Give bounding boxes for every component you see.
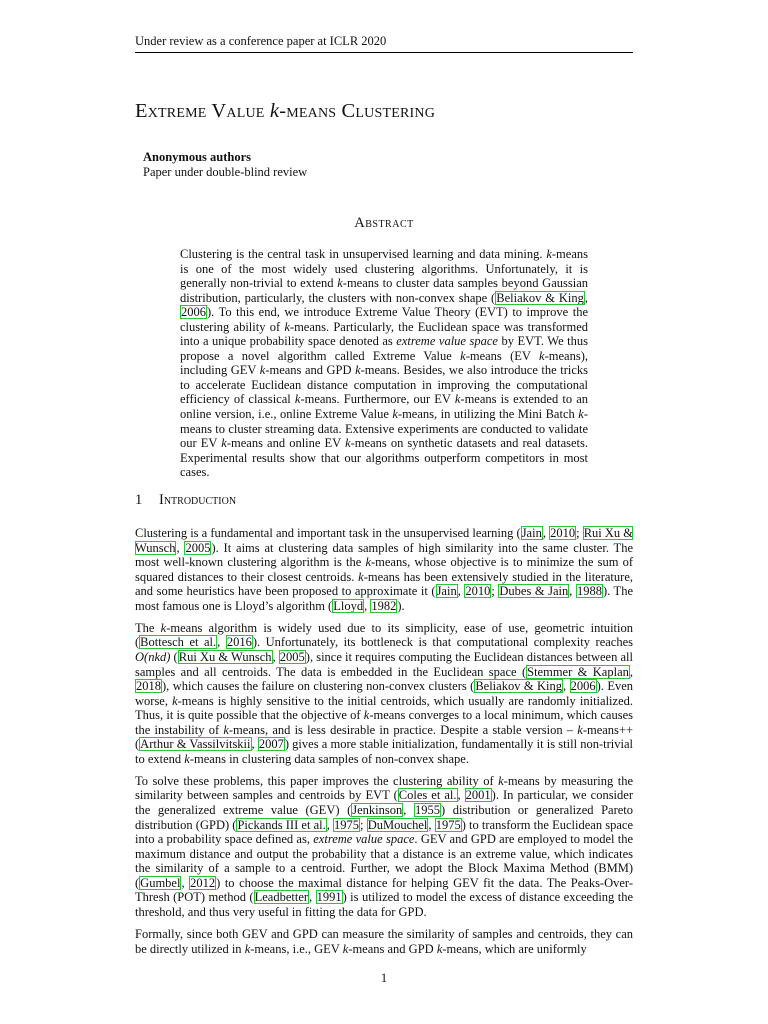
text-run: -means is highly sensitive to the initial centroids, which usually are randomly initialized. Thus, it is quite possible that the objective of (135, 693, 633, 723)
citation-link[interactable]: 2016 (226, 635, 252, 650)
text-run: -means and GPD (265, 363, 356, 378)
paragraph (135, 526, 633, 613)
italic-text: k (577, 722, 583, 737)
italic-text: k (578, 407, 584, 422)
citation-link[interactable]: 1955 (414, 803, 440, 818)
text-run: -means is extended to an online version, i.e., online Extreme Value (180, 392, 588, 422)
text-run: , (326, 817, 334, 832)
text-run: ) gives a more stable initialization, fundamentally it is still non-trivial to extend (135, 737, 633, 766)
italic-text: extreme value space (313, 832, 415, 847)
section-heading (135, 492, 236, 509)
citation-link[interactable]: Stemmer & Kaplan (527, 664, 629, 679)
text-run: -means and online EV (226, 436, 346, 451)
text-run: , (428, 817, 435, 832)
text-run: ; (491, 584, 499, 599)
citation-link[interactable]: Arthur & Vassilvitskii (140, 737, 251, 752)
citation-link[interactable]: 2018 (136, 679, 161, 694)
text-run: , (181, 875, 190, 890)
text-run: -means (EV (465, 348, 540, 363)
text-run: -means, in utilizing the Mini Batch (397, 407, 579, 422)
citation-link[interactable]: DuMouchel (367, 817, 428, 832)
italic-text: k (160, 620, 167, 635)
text-run: , (251, 737, 258, 752)
text-run: ), since it requires computing the Euclidean distances between all samples and all centroids. The data is embedded in the Euclidean space ( (135, 649, 634, 679)
italic-text: k (244, 941, 251, 956)
text-run: -means++ ( (135, 722, 634, 752)
title-part2: -means Clustering (279, 100, 436, 122)
author-block (143, 150, 307, 179)
text-run: , (309, 890, 316, 905)
text-run: , (217, 635, 226, 650)
text-run: , (542, 526, 550, 540)
text-run: . GEV and GPD are employed to model the maximum distance and output the probability that a distance is an extreme value, which indicates the similarity of a sample to a centroid. Further, we adopt the Block Maxima Method (BMM) ( (135, 832, 634, 890)
italic-text: k (365, 555, 371, 570)
text-run: ( (170, 649, 178, 664)
citation-link[interactable]: 1975 (435, 817, 461, 832)
italic-text: k (498, 773, 504, 788)
citation-link[interactable]: 2005 (185, 540, 211, 555)
text-run: Formally, since both GEV and GPD can measure the similarity of samples and centroids, they can be directly utilized in (135, 927, 633, 956)
citation-link[interactable]: Beliakov & King (475, 679, 563, 694)
italic-text: k (546, 247, 552, 261)
citation-link[interactable]: Jenkinson (352, 803, 403, 818)
italic-text: O(nkd) (135, 649, 171, 664)
paragraph (135, 927, 633, 956)
italic-text: k (436, 941, 443, 956)
paper-title (135, 100, 435, 123)
section-title: Introduction (159, 492, 237, 508)
text-run: -means on synthetic datasets and real datasets. Experimental results show that our algorithms outperform competitors in most cases. (180, 436, 588, 480)
text-run: , (403, 803, 414, 818)
text-run: -means and GPD (348, 941, 437, 956)
text-run: -means in clustering data samples of non-convex shape. (189, 751, 469, 766)
page-number: 1 (380, 971, 388, 985)
abstract-body (180, 247, 588, 480)
text-run: -means to cluster streaming data. Extensive experiments are conducted to validate our EV (180, 407, 588, 451)
italic-text: k (363, 708, 370, 723)
text-run: -means), including GEV (180, 348, 588, 378)
introduction-body (135, 526, 633, 964)
text-run: by EVT. We thus propose a novel algorithm called Extreme Value (180, 334, 589, 363)
citation-link[interactable]: Rui Xu & Wunsch (178, 649, 272, 664)
text-run: , (457, 584, 465, 599)
text-run: , (364, 598, 371, 613)
citation-link[interactable]: 1975 (334, 817, 360, 832)
text-run: -means algorithm is widely used due to its simplicity, ease of use, geometric intuition ( (135, 620, 633, 650)
italic-text: k (355, 363, 361, 378)
text-run: -means, i.e., GEV (250, 941, 343, 956)
citation-link[interactable]: Beliakov & King (496, 290, 584, 305)
text-run: -means to cluster data samples beyond Gaussian distribution, particularly, the clusters with non-convex shape ( (180, 276, 588, 305)
citation-link[interactable]: Gumbel (140, 875, 181, 890)
text-run: -means. Besides, we also introduce the tricks to accelerate Euclidean distance computation in improving the computational efficiency of classical (180, 363, 588, 407)
text-run: -means. Furthermore, our EV (300, 392, 455, 407)
text-run: , (629, 664, 633, 679)
italic-text: k (460, 348, 466, 363)
text-run: ). It aims at clustering data samples of high similarity into the same cluster. The most well-known clustering algorithm is the (135, 540, 633, 570)
abstract-text (180, 247, 588, 480)
text-run: ) to choose the maximal distance for helping GEV fit the data. The Peaks-Over-Thresh (POT) method ( (135, 875, 633, 905)
text-run: , (569, 584, 576, 599)
text-run: ; (576, 526, 583, 540)
citation-link[interactable]: 2001 (465, 788, 491, 803)
citation-link[interactable]: 1988 (576, 584, 602, 599)
text-run: -means by measuring the similarity between samples and centroids by EVT ( (135, 773, 634, 803)
text-run: ). Unfortunately, its bottleneck is that computational complexity reaches (252, 635, 634, 650)
italic-text: k (221, 436, 227, 451)
italic-text: k (259, 363, 266, 378)
paragraph (135, 774, 633, 919)
italic-text: k (223, 722, 229, 737)
text-run: , (584, 290, 588, 305)
text-run: -means, which are uniformly (442, 941, 587, 956)
citation-link[interactable]: Rui Xu & Wunsch (135, 526, 633, 555)
text-run: Clustering is the central task in unsupervised learning and data mining. (180, 247, 547, 261)
citation-link[interactable]: Pickands III et al. (237, 817, 326, 832)
text-run: ; (360, 817, 367, 832)
paragraph (135, 621, 633, 766)
citation-link[interactable]: 2012 (190, 875, 216, 890)
italic-text: k (345, 436, 351, 451)
italic-text: k (184, 751, 190, 766)
italic-text: k (358, 569, 364, 584)
text-run: , (563, 679, 570, 694)
citation-link[interactable]: 1982 (371, 598, 397, 613)
italic-text: k (172, 693, 178, 708)
italic-text: k (539, 348, 545, 363)
title-k: k (269, 100, 280, 122)
citation-link[interactable]: Dubes & Jain (499, 584, 569, 599)
citation-link[interactable]: 1991 (316, 890, 342, 905)
text-run: ), which causes the failure on clustering non-convex clusters ( (162, 679, 475, 694)
text-run: ). (397, 598, 405, 613)
citation-link[interactable]: 2010 (550, 526, 576, 540)
text-run: -means. Particularly, the Euclidean space was transformed into a unique probability space denoted as (180, 319, 588, 349)
author-note: Paper under double-blind review (143, 164, 308, 179)
citation-link[interactable]: 2007 (258, 737, 284, 752)
citation-link[interactable]: Lloyd (333, 598, 364, 613)
text-run: ). In particular, we consider the generalized extreme value (GEV) ( (135, 788, 633, 818)
author-name: Anonymous authors (143, 150, 252, 164)
title-part1: Extreme Value (135, 100, 270, 122)
citation-link[interactable]: 2005 (279, 649, 305, 664)
text-run: Clustering is a fundamental and important task in the unsupervised learning ( (135, 526, 521, 540)
citation-link[interactable]: Jain (436, 584, 457, 599)
abstract-heading: Abstract (354, 215, 414, 231)
text-run: -means is one of the most widely used clustering algorithms. Unfortunately, it is generally non-trivial to extend (180, 247, 588, 291)
text-run: The (135, 620, 161, 635)
running-header: Under review as a conference paper at ICLR 2020 (135, 34, 633, 53)
citation-link[interactable]: 2006 (570, 679, 596, 694)
italic-text: k (337, 276, 343, 291)
citation-link[interactable]: 2006 (181, 305, 206, 320)
text-run: ) distribution or generalized Pareto distribution (GPD) ( (135, 803, 634, 832)
text-run: To solve these problems, this paper improves the clustering ability of (135, 773, 499, 788)
text-run: -means has been extensively studied in the literature, and some heuristics have been proposed to approximate it ( (135, 569, 633, 599)
citation-link[interactable]: Jain (521, 526, 542, 540)
text-run: ). Even worse, (135, 679, 634, 708)
text-run: ) to transform the Euclidean space into a probability space defined as, (135, 817, 634, 847)
citation-link[interactable]: Coles et al. (398, 788, 457, 803)
text-run: ) is utilized to model the excess of distance exceeding the threshold, and thus very useful in fitting the data for GPD. (135, 890, 634, 919)
italic-text: k (284, 319, 290, 334)
text-run: ). To this end, we introduce Extreme Value Theory (EVT) to improve the clustering ability of (180, 305, 588, 334)
italic-text: k (392, 407, 398, 422)
italic-text: k (294, 392, 301, 407)
italic-text: k (342, 941, 349, 956)
citation-link[interactable]: 2010 (465, 584, 491, 599)
text-run: -means, and is less desirable in practice. Despite a stable version – (228, 722, 578, 737)
text-run: , (272, 649, 279, 664)
text-run: , (176, 540, 185, 555)
italic-text: k (454, 392, 461, 407)
text-run: , (457, 788, 465, 803)
italic-text: extreme value space (396, 334, 498, 349)
citation-link[interactable]: Bottesch et al. (140, 635, 217, 650)
citation-link[interactable]: Leadbetter (254, 890, 309, 905)
text-run: -means, whose objective is to minimize the sum of squared distances to their closest centroids. (135, 555, 633, 584)
section-number: 1 (135, 492, 143, 508)
text-run: -means converges to a local minimum, which causes the instability of (135, 708, 634, 737)
text-run: ). The most famous one is Lloyd’s algorithm ( (135, 584, 633, 613)
